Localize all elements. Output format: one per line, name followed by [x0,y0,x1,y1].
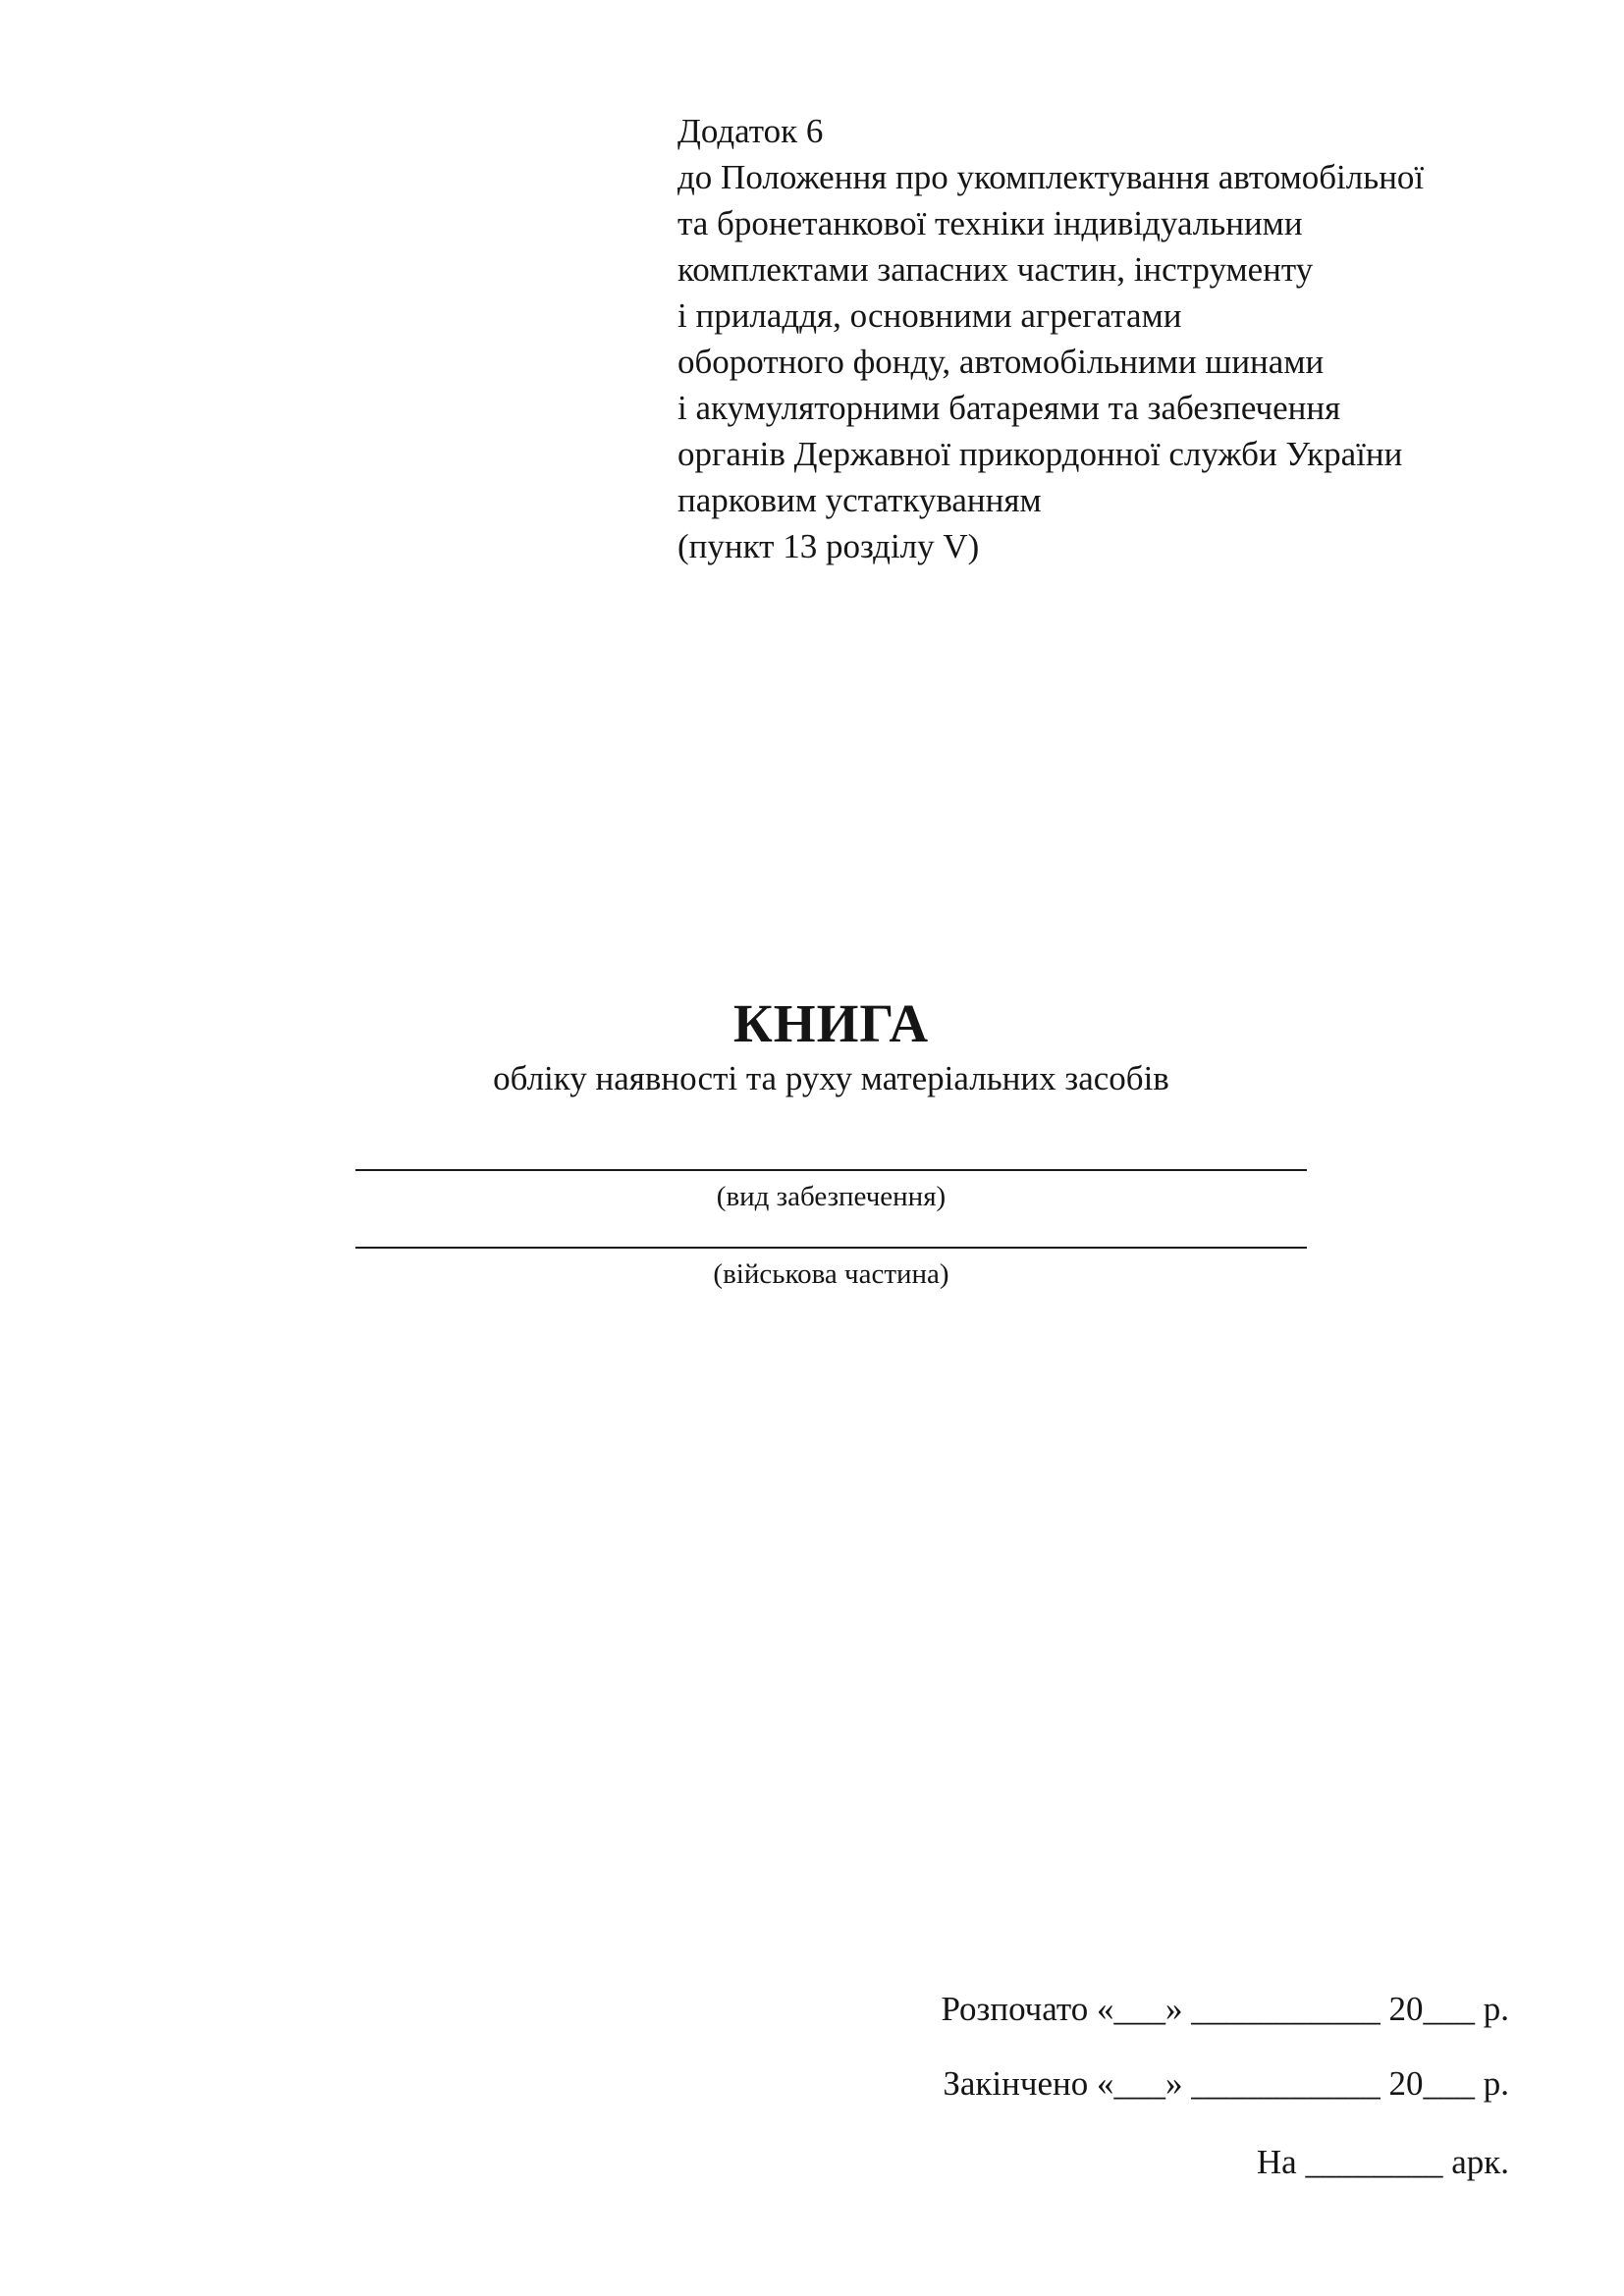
sheets-count-row: На ________ арк. [1256,2143,1509,2181]
appendix-note-line: і приладдя, основними агрегатами [677,296,1182,335]
document-title: КНИГА [732,993,930,1053]
appendix-note-line: Додаток 6 [677,112,824,150]
military-unit-caption: (військова частина) [713,1258,949,1290]
military-unit-fill-line [355,1247,1307,1249]
appendix-note [677,108,1542,569]
document-subtitle: обліку наявності та руху матеріальних засобів [493,1059,1169,1097]
appendix-note-line: до Положення про укомплектування автомобільної [677,158,1425,196]
appendix-note-line: органів Державної прикордонної служби України [677,435,1403,473]
appendix-note-line: (пункт 13 розділу V) [677,527,980,565]
supply-type-caption: (вид забезпечення) [716,1181,947,1212]
appendix-note-line: і акумуляторними батареями та забезпечення [677,389,1341,427]
appendix-note-line: та бронетанкової техніки індивідуальними [677,204,1303,242]
started-date-row: Розпочато «___» ___________ 20___ р. [941,1990,1509,2028]
supply-type-fill-line [355,1169,1307,1171]
field-military-unit [355,1247,1307,1291]
appendix-note-line: комплектами запасних частин, інструменту [677,250,1314,289]
appendix-note-line: оборотного фонду, автомобільними шинами [677,343,1325,381]
appendix-note-line: парковим устаткуванням [677,481,1042,519]
finished-date-row: Закінчено «___» ___________ 20___ р. [943,2064,1509,2103]
field-supply-type [355,1169,1307,1213]
